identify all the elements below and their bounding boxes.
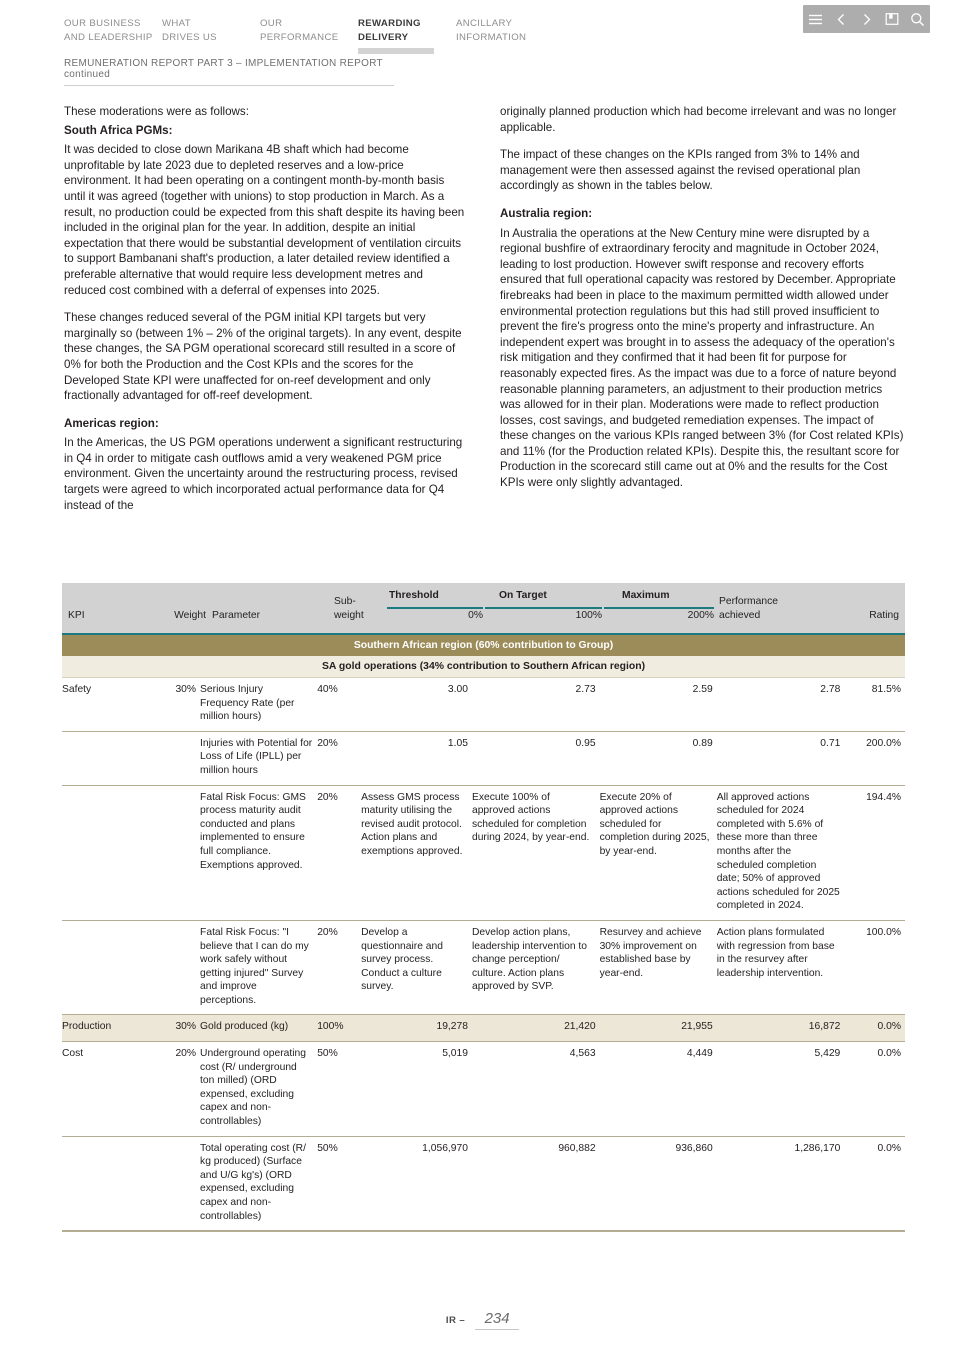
- operations-band-sa-gold: SA gold operations (34% contribution to Southern African region): [62, 656, 905, 678]
- header-bottom-rule: [62, 633, 905, 635]
- cell-subweight: 20%: [317, 731, 361, 785]
- cell-subweight: 20%: [317, 785, 361, 920]
- cell-rating: 0.0%: [844, 1136, 905, 1230]
- cell-subweight: 20%: [317, 920, 361, 1015]
- bookmark-icon[interactable]: [883, 10, 901, 28]
- page-number: 234: [475, 1310, 519, 1330]
- nav-tab-label-line2: INFORMATION: [456, 31, 527, 43]
- next-page-icon[interactable]: [857, 10, 875, 28]
- right-column: [500, 104, 904, 525]
- cell-on-target: 21,420: [472, 1015, 600, 1042]
- page-footer: [0, 1310, 965, 1330]
- cell-on-target: 0.95: [472, 731, 600, 785]
- cell-parameter: Injuries with Potential for Loss of Life (IPLL) per million hours: [200, 731, 317, 785]
- cell-threshold: 19,278: [361, 1015, 472, 1042]
- cell-kpi: [62, 1136, 141, 1230]
- column-header-performance-line1: Performance: [719, 596, 778, 607]
- cell-threshold: Assess GMS process maturity utilising the revised audit protocol. Action plans and exemptions approved.: [361, 785, 472, 920]
- cell-weight: 30%: [141, 1015, 200, 1042]
- paragraph-americas: In the Americas, the US PGM operations underwent a significant restructuring in Q4 in order to mitigate cash outflows amid a very weakened PGM price environment. Given the uncertainty around the restructuring process, revised targets were agreed to which incorporated actual performance data for Q4 instead of the: [64, 436, 463, 512]
- column-header-on-target: On Target: [499, 590, 547, 601]
- cell-kpi: Safety: [62, 684, 92, 695]
- cell-threshold: 5,019: [361, 1042, 472, 1137]
- threshold-rule: [387, 607, 483, 609]
- cell-performance: 1,286,170: [717, 1136, 845, 1230]
- cell-performance: 16,872: [717, 1015, 845, 1042]
- nav-tab-ancillary[interactable]: [456, 17, 554, 63]
- intro-paragraph: These moderations were as follows:: [64, 105, 249, 118]
- cell-rating: 0.0%: [844, 1042, 905, 1137]
- column-header-threshold-pct: 0%: [468, 610, 483, 621]
- column-header-parameter: Parameter: [212, 610, 261, 621]
- column-header-on-target-pct: 100%: [575, 610, 602, 621]
- cell-weight: 20%: [141, 1042, 200, 1137]
- cell-maximum: 4,449: [600, 1042, 717, 1137]
- search-icon[interactable]: [908, 10, 926, 28]
- paragraph-australia: In Australia the operations at the New Century mine were disrupted by a regional bushfire of extraordinary ferocity and magnitude in October 2024, leading to lost production. However swift response and recovery efforts ensured that full operational capacity was restored by December. Appropriate firebreaks had been in place to the maximum permitted width allowed under environmental protection regulations but this had still proved insufficient to prevent the fire's progress onto the mine's property and infrastructure. An independent expert was brought in to assess the adequacy of the operation's risk mitigation and they confirmed that it had been fit for purpose for reasonably expected fires. As the impact was due to a force of nature beyond reasonable planning parameters, an adjustment to their production metrics was allowed for in their plan. Moderations were made to reflect production losses, cost savings, and budgeted remediation expenses. The impact of these changes on the various KPIs ranged between 3% (for Cost related KPIs) and 11% (for the Production related KPIs). Despite this, the resultant score for Production in the scorecard still came out at 0% and the results for the Cost KPIs were only slightly advantaged.: [500, 226, 904, 490]
- cell-weight: [141, 785, 200, 920]
- cell-maximum: 936,860: [600, 1136, 717, 1230]
- viewer-toolbar: [803, 5, 930, 33]
- cell-rating: 200.0%: [844, 731, 905, 785]
- cell-performance: 2.78: [820, 684, 841, 695]
- cell-threshold: 1.05: [361, 731, 472, 785]
- cell-rating: 0.0%: [844, 1015, 905, 1042]
- cell-weight: [141, 731, 200, 785]
- cell-performance: 5,429: [717, 1042, 845, 1137]
- table-row: [62, 731, 905, 785]
- cell-maximum: 21,955: [600, 1015, 717, 1042]
- paragraph-continued: originally planned production which had become irrelevant and was no longer applicable.: [500, 105, 897, 134]
- heading-australia-region: Australia region:: [500, 206, 593, 220]
- column-header-maximum-pct: 200%: [687, 610, 714, 621]
- cell-weight: [141, 1136, 200, 1230]
- cell-kpi: [62, 785, 141, 920]
- cell-kpi: [62, 920, 141, 1015]
- column-header-weight: Weight: [174, 610, 206, 621]
- cell-parameter: Total operating cost (R/ kg produced) (Surface and U/G kg's) (ORD expensed, excluding capex and non-controllables): [200, 1136, 317, 1230]
- column-header-threshold: Threshold: [389, 590, 439, 601]
- table-bottom-rule: [62, 1230, 905, 1232]
- nav-tab-our[interactable]: [260, 17, 358, 63]
- column-header-rating: Rating: [869, 610, 899, 621]
- cell-performance: All approved actions scheduled for 2024 completed with 5.6% of these more than three months after the scheduled completion date; 50% of approved actions scheduled for 2025 completed in 2024.: [717, 785, 845, 920]
- maximum-rule: [604, 607, 714, 609]
- cell-on-target: 2.73: [575, 684, 596, 695]
- nav-tab-our-business[interactable]: [64, 17, 162, 63]
- cell-rating: 194.4%: [844, 785, 905, 920]
- cell-kpi: [62, 731, 141, 785]
- table-row: [62, 1015, 905, 1042]
- nav-tab-label-line1: REWARDING: [358, 18, 421, 29]
- heading-south-africa-pgms: South Africa PGMs:: [64, 123, 173, 137]
- cell-maximum: Resurvey and achieve 30% improvement on established base by year-end.: [600, 920, 717, 1015]
- section-tabs: [64, 17, 554, 63]
- cell-weight: 30%: [175, 684, 197, 695]
- region-band-southern-african: Southern African region (60% contribution to Group): [62, 635, 905, 656]
- cell-rating: 81.5%: [871, 684, 901, 695]
- cell-on-target: 4,563: [472, 1042, 600, 1137]
- cell-subweight: 100%: [317, 1015, 361, 1042]
- previous-page-icon[interactable]: [832, 10, 850, 28]
- table-row: [62, 1136, 905, 1230]
- cell-on-target: 960,882: [472, 1136, 600, 1230]
- heading-americas-region: Americas region:: [64, 416, 159, 430]
- table-row: [62, 1042, 905, 1137]
- nav-tab-label-line2: AND LEADERSHIP: [64, 31, 153, 43]
- column-header-performance-line2: achieved: [719, 610, 761, 621]
- cell-rating: 100.0%: [844, 920, 905, 1015]
- cell-parameter: Gold produced (kg): [200, 1015, 317, 1042]
- cell-maximum: 2.59: [692, 684, 713, 695]
- paragraph-sa-2: These changes reduced several of the PGM initial KPI targets but very marginally so (between 1% – 2% of the original targets). In any event, despite these changes, the SA PGM operational scorecard still resulted in a score of 0% for both the Production and the Cost KPIs and the scores for the Developed State KPI were unaffected for on-reef development and only fractionally advantaged for off-reef development.: [64, 311, 462, 403]
- cell-kpi: Production: [62, 1015, 141, 1042]
- cell-subweight: 50%: [317, 1042, 361, 1137]
- kpi-scorecard-table: [62, 583, 905, 1232]
- cell-on-target: Develop action plans, leadership intervention to change perception/ culture. Action plans approved by SVP.: [472, 920, 600, 1015]
- cell-parameter: Fatal Risk Focus: GMS process maturity audit conducted and plans implemented to ensure full compliance. Exemptions approved.: [200, 785, 317, 920]
- nav-tab-label-line1: ANCILLARY: [456, 18, 513, 29]
- cell-threshold: 3.00: [447, 684, 468, 695]
- column-header-subweight-line1: Sub-: [334, 596, 356, 607]
- nav-tab-label-line1: OUR: [260, 18, 283, 29]
- cell-performance: Action plans formulated with regression from base in the resurvey after leadership intervention.: [717, 920, 845, 1015]
- table-row: [62, 785, 905, 920]
- nav-tab-label-line2: DRIVES US: [162, 31, 217, 43]
- cell-maximum: 0.89: [600, 731, 717, 785]
- breadcrumb: REMUNERATION REPORT PART 3 – IMPLEMENTATION REPORT continued: [64, 58, 394, 86]
- kpi-rows-table: [62, 678, 905, 1230]
- cell-parameter: Fatal Risk Focus: "I believe that I can do my work safely without getting injured" Survey and improve perceptions.: [200, 920, 317, 1015]
- cell-maximum: Execute 20% of approved actions scheduled for completion during 2025, by year-end.: [600, 785, 717, 920]
- menu-icon[interactable]: [807, 10, 825, 28]
- column-header-kpi: KPI: [68, 610, 85, 621]
- cell-parameter: Underground operating cost (R/ underground ton milled) (ORD expensed, excluding capex and non-controllables): [200, 1042, 317, 1137]
- nav-tab-label-line2: PERFORMANCE: [260, 31, 339, 43]
- nav-tab-label-line1: OUR BUSINESS: [64, 18, 141, 29]
- footer-label: IR –: [445, 1315, 466, 1326]
- cell-kpi: Cost: [62, 1042, 141, 1137]
- left-column: [64, 104, 468, 525]
- nav-tab-rewarding[interactable]: [358, 17, 456, 63]
- top-navigation-bar: [0, 0, 965, 56]
- cell-parameter: Serious Injury Frequency Rate (per million hours): [200, 684, 295, 723]
- nav-tab-what[interactable]: [162, 17, 260, 63]
- cell-subweight: 50%: [317, 1136, 361, 1230]
- cell-performance: 0.71: [717, 731, 845, 785]
- nav-tab-active-underline: [358, 48, 434, 54]
- table-row: [62, 678, 905, 731]
- cell-subweight: 40%: [317, 684, 338, 695]
- cell-threshold: Develop a questionnaire and survey process. Conduct a culture survey.: [361, 920, 472, 1015]
- body-columns: [64, 104, 904, 525]
- paragraph-impact: The impact of these changes on the KPIs ranged from 3% to 14% and management were then assessed against the revised operational plan accordingly as shown in the tables below.: [500, 148, 861, 193]
- table-header-band: [62, 583, 905, 635]
- nav-tab-label-line2: DELIVERY: [358, 31, 409, 43]
- nav-tab-label-line1: WHAT: [162, 18, 191, 29]
- column-header-maximum: Maximum: [622, 590, 670, 601]
- on-target-rule: [485, 607, 602, 609]
- cell-on-target: Execute 100% of approved actions scheduled for completion during 2024, by year-end.: [472, 785, 600, 920]
- column-header-subweight-line2: weight: [334, 610, 364, 621]
- cell-threshold: 1,056,970: [361, 1136, 472, 1230]
- paragraph-sa-1: It was decided to close down Marikana 4B shaft which had become unprofitable by late 2023 due to depleted reserves and a low-price environment. It had been operating on a contingent month-by-month basis until it was agreed (together with unions) to stop production in March. As a result, no production could be expected from this shaft despite its having been included in the original plan for the year. In addition, despite an initial expectation that there would be substantial development of ventilation circuits to support Bambanani shaft's production, a later detailed review identified a preferable alternative that would require less development metres and reduced cost combined with a deferral of expenses into 2025.: [64, 143, 465, 297]
- cell-weight: [141, 920, 200, 1015]
- table-row: [62, 920, 905, 1015]
